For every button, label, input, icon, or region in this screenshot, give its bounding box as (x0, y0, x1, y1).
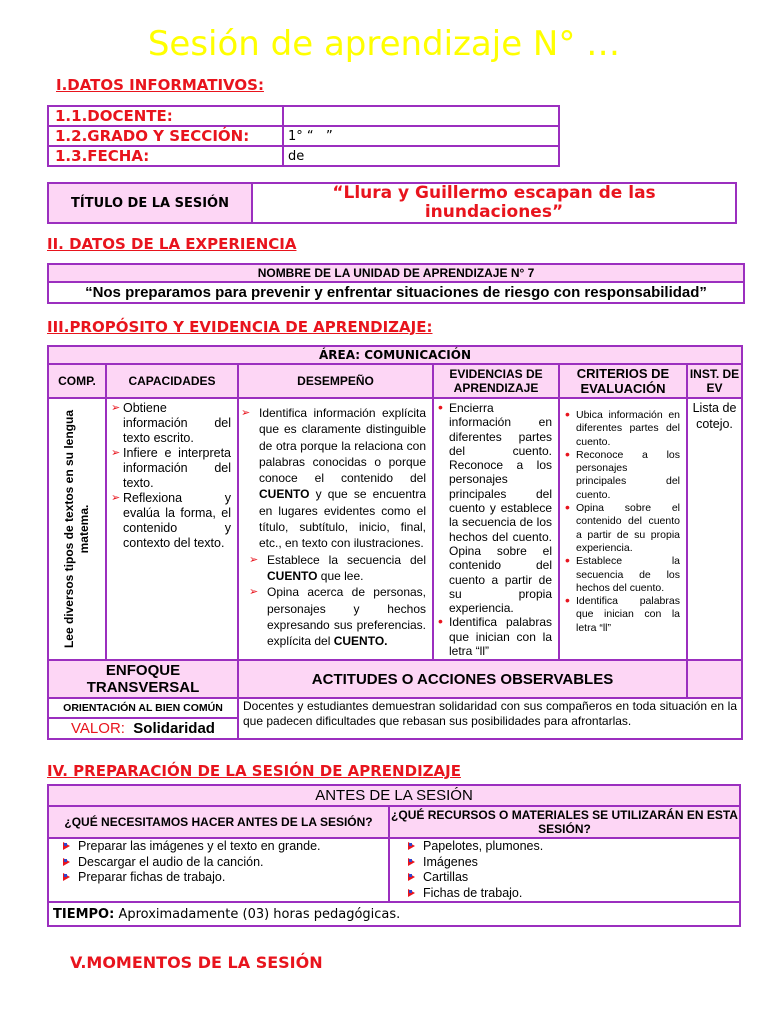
valor-label: VALOR: (71, 720, 125, 737)
orientacion-label: ORIENTACIÓN AL BIEN COMÚN (48, 698, 238, 718)
desempeno-1c: y que se encuentra en lugares evidentes como el título, subtítulo, inicio, final, etc., en texto con ilustraciones. (259, 487, 426, 551)
docente-value[interactable] (283, 106, 559, 126)
evidencia-item: • Encierra información en diferentes partes del cuento. Reconoce a los personajes principales del cuento y establece la secuencia de los hechos del cuento. Opina sobre el contenido del cuento a partir de su propia experiencia. (437, 401, 552, 615)
desempeno-2c: que lee. (317, 568, 364, 583)
valor-cell (48, 718, 238, 739)
recursos-cell (389, 838, 740, 902)
fecha-value[interactable]: de (283, 146, 559, 166)
criterio-item: • Opina sobre el contenido del cuento a partir de su propia experiencia. (564, 502, 680, 555)
tarea-item: Preparar fichas de trabajo. (63, 870, 388, 886)
desempeno-1b: CUENTO (259, 487, 310, 502)
q2-header: ¿QUÉ RECURSOS O MATERIALES SE UTILIZARÁN EN ESTA SESIÓN? (389, 806, 740, 838)
unidad-nombre: “Nos preparamos para prevenir y enfrentar situaciones de riesgo con responsabilidad” (48, 282, 744, 303)
section-datos-experiencia: II. DATOS DE LA EXPERIENCIA (47, 235, 297, 253)
proposito-table (47, 345, 743, 740)
section-datos-informativos: I.DATOS INFORMATIVOS: (56, 76, 264, 94)
grado-label: 1.2.GRADO Y SECCIÓN: (48, 126, 283, 146)
actitudes-label: ACTITUDES O ACCIONES OBSERVABLES (238, 660, 687, 698)
capacidades-cell (106, 398, 238, 660)
enfoque-label: ENFOQUE TRANSVERSAL (48, 660, 238, 698)
capacidad-item: ➢ Reflexiona y evalúa la forma, el contenido y contexto del texto. (111, 491, 231, 551)
fecha-label: 1.3.FECHA: (48, 146, 283, 166)
page-title: Sesión de aprendizaje N° … (147, 24, 621, 64)
desempeno-cell (238, 398, 433, 660)
actitud-text: Docentes y estudiantes demuestran solidaridad con sus compañeros en toda situación en la que padecen dificultades que rebasan sus posibilidades para afrontarlas. (238, 698, 742, 739)
criterio-item: • Reconoce a los personajes principales del cuento. (564, 449, 680, 502)
recurso-item: Papelotes, plumones. (408, 839, 739, 855)
tiempo-label: TIEMPO: (53, 906, 115, 922)
capacidades-header: CAPACIDADES (106, 364, 238, 398)
criterio-item: • Ubica información en diferentes partes del cuento. (564, 409, 680, 449)
instrumento-cell: Lista de cotejo. (687, 398, 742, 660)
criterios-cell (559, 398, 687, 660)
unidad-header: NOMBRE DE LA UNIDAD DE APRENDIZAJE N° 7 (48, 264, 744, 282)
tarea-item: Preparar las imágenes y el texto en grande. (63, 839, 388, 855)
tiempo-cell (48, 902, 740, 926)
valor-value: Solidaridad (133, 720, 215, 737)
comp-header: COMP. (48, 364, 106, 398)
experiencia-table (47, 263, 745, 304)
tarea-item: Descargar el audio de la canción. (63, 855, 388, 871)
recurso-item: Cartillas (408, 870, 739, 886)
area-header: ÁREA: COMUNICACIÓN (48, 346, 742, 364)
evidencias-cell (433, 398, 559, 660)
tareas-cell (48, 838, 389, 902)
q1-header: ¿QUÉ NECESITAMOS HACER ANTES DE LA SESIÓN? (48, 806, 389, 838)
desempeno-3a: Opina acerca de personas, personajes y hechos expresando sus preferencias. explícita del (267, 585, 426, 649)
desempeno-1a: Identifica información explícita que es claramente distinguible de otra porque la relaciona con palabras conocidas o porque conoce el contenido del (259, 406, 426, 486)
desempeno-2a: Establece la secuencia del (267, 552, 426, 567)
section-momentos: V.MOMENTOS DE LA SESIÓN (70, 953, 323, 972)
capacidad-item: ➢ Obtiene información del texto escrito. (111, 401, 231, 446)
docente-label: 1.1.DOCENTE: (48, 106, 283, 126)
desempeno-header: DESEMPEÑO (238, 364, 433, 398)
desempeno-3b: CUENTO. (333, 634, 388, 649)
datos-table (47, 105, 560, 167)
recurso-item: Imágenes (408, 855, 739, 871)
titulo-value: “Llura y Guillermo escapan de las inundaciones” (252, 183, 736, 223)
tiempo-value: Aproximadamente (03) horas pedagógicas. (118, 906, 401, 922)
titulo-table (47, 182, 737, 224)
antes-header: ANTES DE LA SESIÓN (48, 785, 740, 806)
inst-header: INST. DE EV (687, 364, 742, 398)
grado-value[interactable]: 1° “ ” (283, 126, 559, 146)
competencia-text: Lee diversos tipos de textos en su lengua matema. (62, 409, 91, 649)
section-preparacion: IV. PREPARACIÓN DE LA SESIÓN DE APRENDIZAJE (47, 762, 461, 780)
recurso-item: Fichas de trabajo. (408, 886, 739, 902)
criterio-item: • Identifica palabras que inician con la letra “ll” (564, 595, 680, 635)
criterios-header: CRITERIOS DE EVALUACIÓN (559, 364, 687, 398)
evidencia-item: • Identifica palabras que inician con la letra “ll” (437, 615, 552, 658)
criterio-item: • Establece la secuencia de los hechos del cuento. (564, 555, 680, 595)
capacidad-item: ➢ Infiere e interpreta información del texto. (111, 446, 231, 491)
preparacion-table (47, 784, 741, 927)
desempeno-2b: CUENTO (267, 568, 318, 583)
competencia-cell (48, 398, 106, 660)
section-proposito: III.PROPÓSITO Y EVIDENCIA DE APRENDIZAJE: (47, 318, 433, 336)
evidencias-header: EVIDENCIAS DE APRENDIZAJE (433, 364, 559, 398)
titulo-label: TÍTULO DE LA SESIÓN (48, 183, 252, 223)
